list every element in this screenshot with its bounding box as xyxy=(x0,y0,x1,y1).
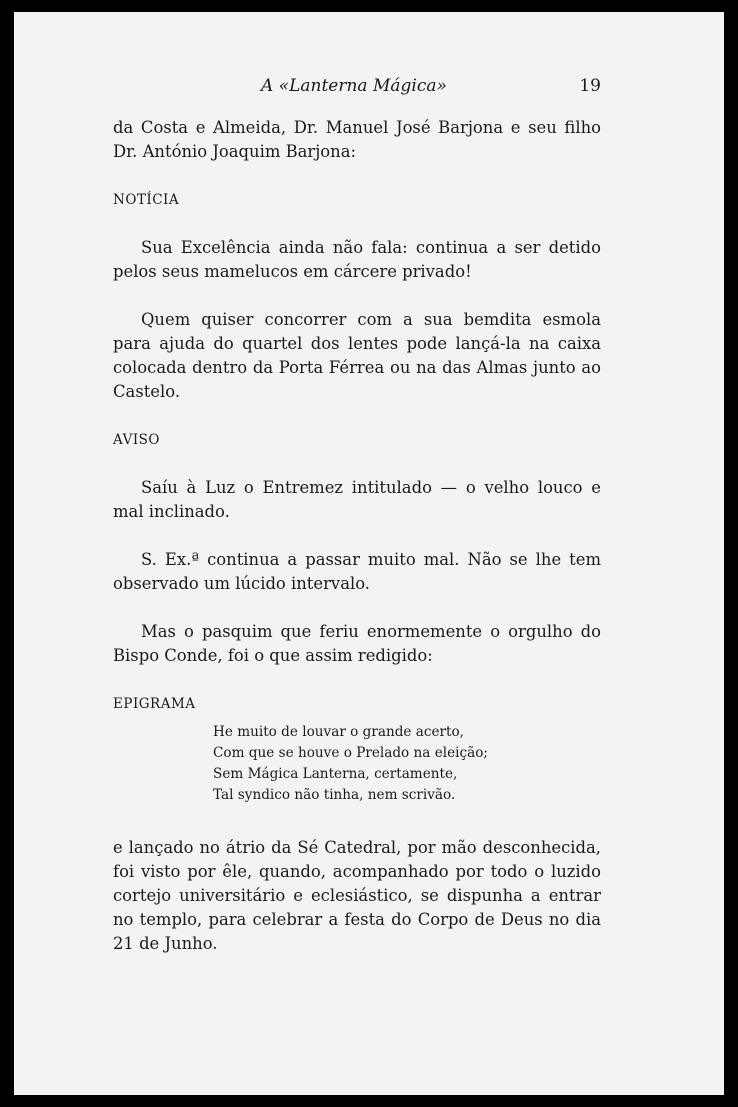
page-body xyxy=(113,116,601,956)
paragraph: S. Ex.ª continua a passar muito mal. Não se lhe tem observado um lúcido intervalo. xyxy=(113,550,601,593)
poem-line: He muito de louvar o grande acerto, xyxy=(213,724,464,740)
poem-line: Tal syndico não tinha, nem scrivão. xyxy=(213,787,456,803)
page-header xyxy=(113,76,601,100)
paragraph: Quem quiser concorrer com a sua bemdita esmola para ajuda do quartel dos lentes pode lançá-la na caixa colocada dentro da Porta Férrea ou na das Almas junto ao Castelo. xyxy=(113,310,601,401)
paragraph: Saíu à Luz o Entremez intitulado — o velho louco e mal inclinado. xyxy=(113,478,601,521)
paragraph: Sua Excelência ainda não fala: continua a ser detido pelos seus mamelucos em cárcere privado! xyxy=(113,238,601,281)
poem-line: Sem Mágica Lanterna, certamente, xyxy=(213,766,458,782)
section-heading-epigrama: EPIGRAMA xyxy=(113,696,196,712)
section-heading-noticia: NOTÍCIA xyxy=(113,192,180,208)
page-number: 19 xyxy=(579,76,601,96)
paragraph: e lançado no átrio da Sé Catedral, por mão desconhecida, foi visto por êle, quando, acompanhado por todo o luzido cortejo universitário e eclesiástico, se dispunha a entrar no templo, para celebrar a festa do Corpo de Deus no dia 21 de Junho. xyxy=(113,838,601,953)
paragraph: da Costa e Almeida, Dr. Manuel José Barjona e seu filho Dr. António Joaquim Barjona: xyxy=(113,118,601,161)
poem-line: Com que se houve o Prelado na eleição; xyxy=(213,745,489,761)
paragraph: Mas o pasquim que feriu enormemente o orgulho do Bispo Conde, foi o que assim redigido: xyxy=(113,622,601,665)
section-heading-aviso: AVISO xyxy=(113,432,160,448)
epigram-poem xyxy=(213,722,601,806)
running-title: A «Lanterna Mágica» xyxy=(261,76,447,96)
book-page xyxy=(14,12,724,1095)
